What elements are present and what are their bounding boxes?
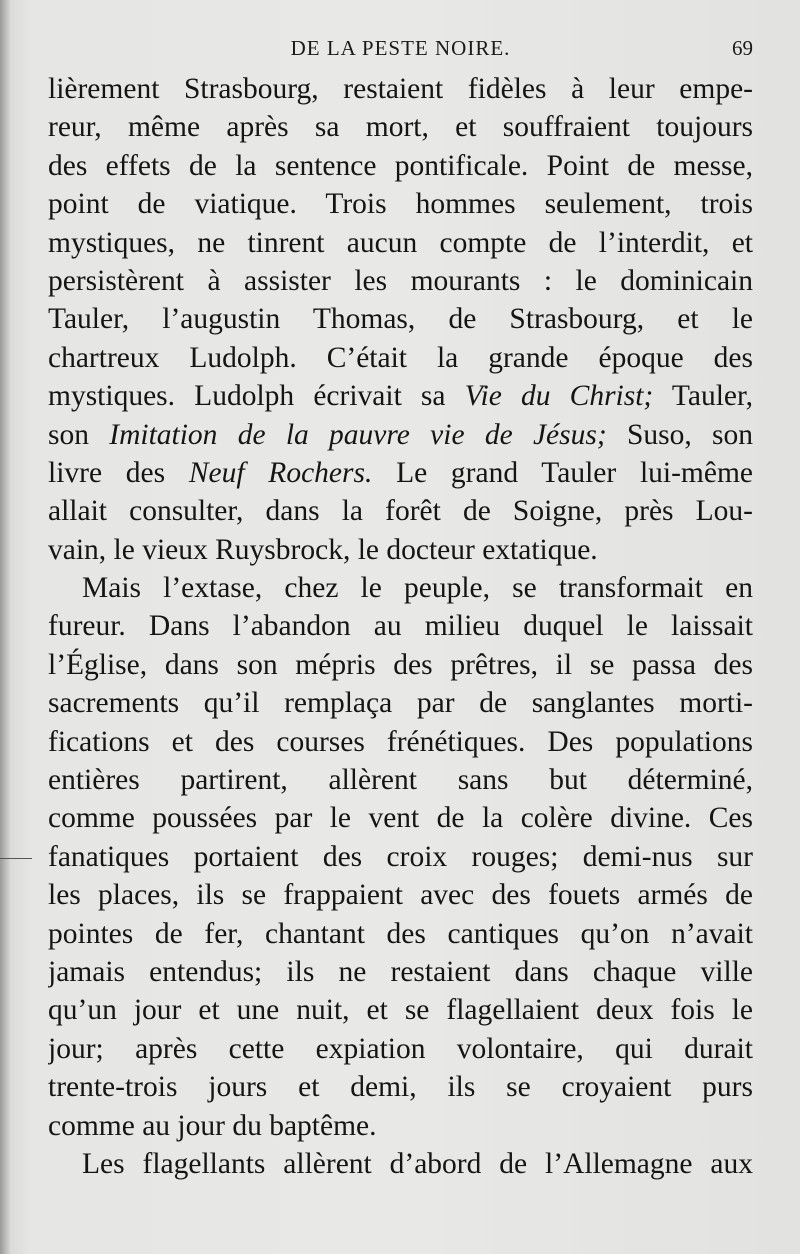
text-line: mystiques, ne tinrent aucun compte de l’interdit, et [48, 226, 753, 259]
italic-title: Imitation de la pauvre vie de Jésus; [109, 418, 607, 451]
text-segment: son [48, 418, 110, 451]
text-line: des effets de la sentence pontificale. Point de messe, [48, 149, 753, 182]
text-line: les places, ils se frappaient avec des fouets armés de [48, 879, 753, 912]
text-line: trente-trois jours et demi, ils se croyaient purs [48, 1071, 753, 1104]
page-header [48, 36, 753, 66]
text-line: Tauler, l’augustin Thomas, de Strasbourg, et le [48, 303, 753, 336]
margin-mark [0, 858, 32, 859]
text-line: vain, le vieux Ruysbrock, le docteur extatique. [48, 533, 598, 566]
text-line: persistèrent à assister les mourants : le dominicain [48, 264, 753, 297]
text-line: qu’un jour et une nuit, et se flagellaient deux fois le [48, 994, 753, 1027]
text-line: comme poussées par le vent de la colère divine. Ces [48, 802, 753, 835]
text-line: Mais l’extase, chez le peuple, se transformait en [82, 572, 753, 605]
text-line: jamais entendus; ils ne restaient dans chaque ville [48, 955, 753, 988]
text-line: lièrement Strasbourg, restaient fidèles à leur empe- [48, 73, 753, 105]
text-segment: livre des [48, 456, 189, 489]
text-line: sacrements qu’il remplaça par de sanglantes morti- [48, 687, 753, 720]
body-text [48, 70, 753, 1183]
page-gutter-shadow [0, 0, 10, 1254]
text-line: entières partirent, allèrent sans but déterminé, [48, 764, 753, 797]
text-line: reur, même après sa mort, et souffraient toujours [48, 111, 753, 144]
text-line: fanatiques portaient des croix rouges; demi-nus sur [48, 840, 753, 873]
text-segment: Suso, son [606, 418, 753, 451]
text-line: jour; après cette expiation volontaire, qui durait [48, 1032, 753, 1065]
text-line [48, 377, 753, 415]
text-line: fureur. Dans l’abandon au milieu duquel le laissait [48, 610, 753, 643]
text-line: allait consulter, dans la forêt de Soigne, près Lou- [48, 495, 753, 528]
text-segment: Le grand Tauler lui-même [372, 456, 753, 489]
text-segment: mystiques. Ludolph écrivait sa [48, 380, 465, 413]
text-line: chartreux Ludolph. C’était la grande époque des [48, 341, 753, 374]
text-line: l’Église, dans son mépris des prêtres, il se passa des [48, 648, 753, 681]
text-line: point de viatique. Trois hommes seulement, trois [48, 188, 753, 221]
text-line [48, 454, 753, 492]
text-line: fications et des courses frénétiques. Des populations [48, 725, 753, 758]
text-line: comme au jour du baptême. [48, 1109, 377, 1142]
page-number: 69 [732, 36, 753, 60]
italic-title: Neuf Rochers. [188, 456, 373, 489]
italic-title: Vie du Christ; [464, 380, 654, 413]
text-line [48, 416, 753, 454]
text-segment: Tauler, [653, 380, 753, 413]
text-line: Les flagellants allèrent d’abord de l’Allemagne aux [82, 1147, 753, 1180]
text-line: pointes de fer, chantant des cantiques qu’on n’avait [48, 917, 753, 950]
running-title: DE LA PESTE NOIRE. [290, 36, 511, 60]
